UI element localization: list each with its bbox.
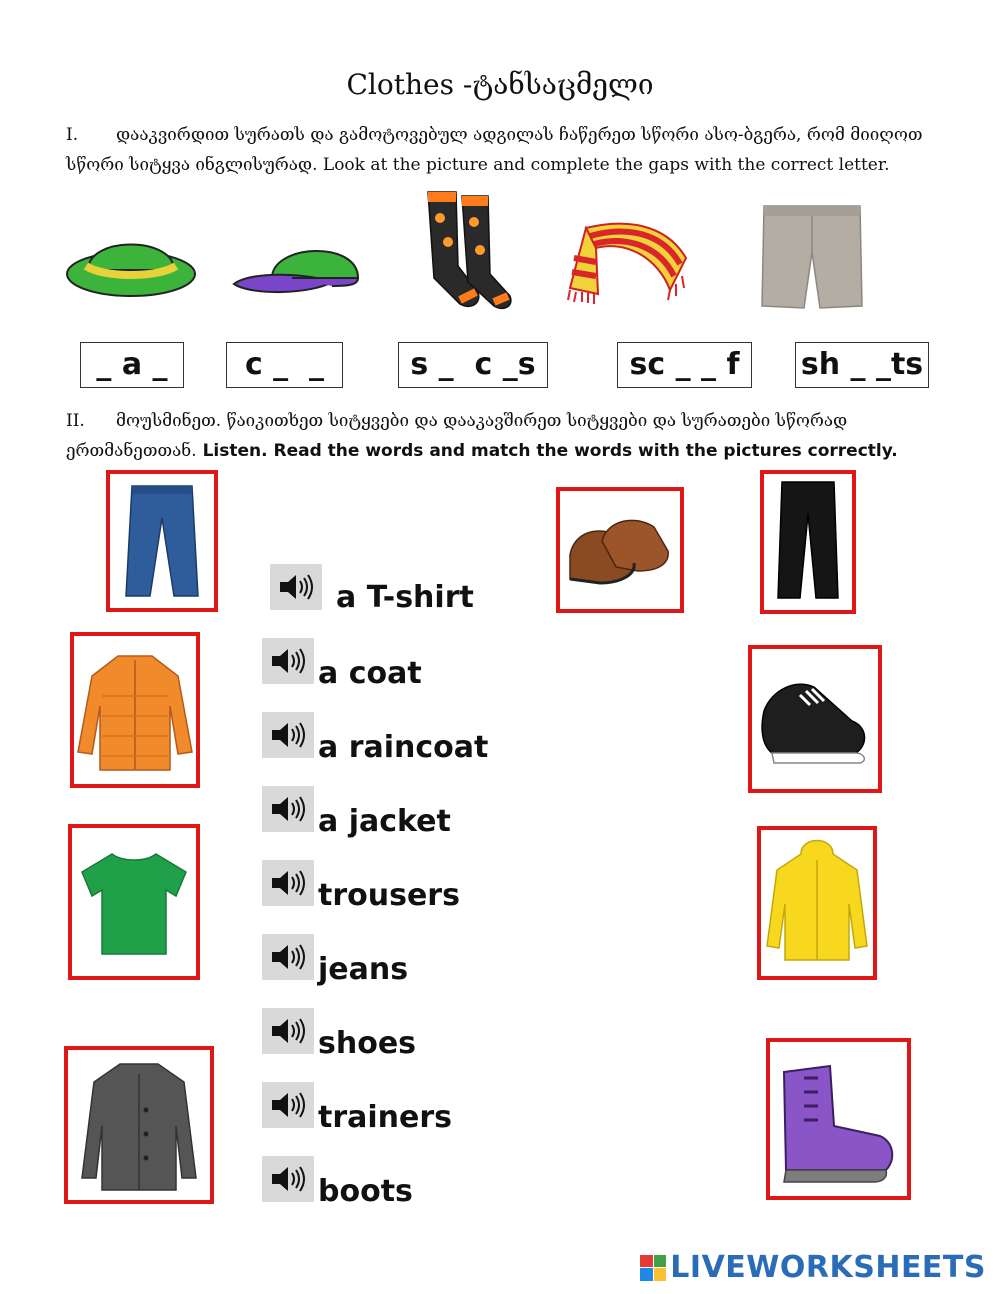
speaker-icon[interactable] [262, 934, 314, 980]
speaker-icon[interactable] [262, 860, 314, 906]
boots-icon [770, 1042, 907, 1196]
gap-word-1[interactable]: _ a _ [80, 342, 184, 388]
picture-raincoat[interactable] [757, 826, 877, 980]
trainers-icon [752, 649, 878, 789]
word-row-tshirt [270, 562, 474, 615]
picture-jacket[interactable] [70, 632, 200, 788]
word-jacket: a jacket [318, 803, 451, 839]
speaker-icon[interactable] [262, 712, 314, 758]
jacket-icon [74, 636, 196, 784]
word-row-coat [262, 636, 422, 691]
logo-mark-icon [640, 1255, 666, 1281]
word-row-shoes [262, 1006, 417, 1061]
section1-text-ka: დააკვირდით სურათს და გამოტოვებულ ადგილას ჩაწერეთ სწორი ასო-ბგერა, რომ მიიღოთ სწორი სიტყვა ინგლისურად. [66, 125, 923, 175]
jeans-icon [110, 474, 214, 608]
liveworksheets-logo [640, 1250, 986, 1285]
gap-word-2[interactable]: c _ _ [226, 342, 343, 388]
hat-icon [64, 226, 200, 306]
section2-text-en: Listen. Read the words and match the words with the pictures correctly. [196, 441, 898, 461]
gap-word-4[interactable]: sc _ _ f [617, 342, 752, 388]
gap-word-3[interactable]: s _ c _s [398, 342, 548, 388]
speaker-icon[interactable] [262, 1156, 314, 1202]
gap-word-5[interactable]: sh _ _ts [795, 342, 929, 388]
picture-tshirt[interactable] [68, 824, 200, 980]
picture-shoes[interactable] [556, 487, 684, 613]
picture-coat[interactable] [64, 1046, 214, 1204]
logo-text: LIVEWORKSHEETS [670, 1250, 986, 1285]
picture-trainers[interactable] [748, 645, 882, 793]
speaker-icon[interactable] [262, 1082, 314, 1128]
shorts-icon [758, 202, 866, 312]
picture-jeans[interactable] [106, 470, 218, 612]
section2-number: II. [66, 411, 85, 431]
page-title: Clothes -ტანსაცმელი [346, 68, 654, 101]
word-boots: boots [318, 1173, 413, 1209]
coat-icon [68, 1050, 210, 1200]
section2-instructions [66, 406, 946, 466]
speaker-icon[interactable] [262, 1008, 314, 1054]
picture-boots[interactable] [766, 1038, 911, 1200]
cap-icon [232, 240, 364, 300]
word-trousers: trousers [318, 877, 460, 913]
section1-text-en: Look at the picture and complete the gaps with the correct letter. [317, 155, 890, 175]
section2-text-ka: მოუსმინეთ. წაიკითხეთ სიტყვები და დააკავშირეთ სიტყვები და სურათები სწორად ერთმანეთთან. [66, 411, 848, 461]
word-row-trousers [262, 858, 460, 913]
word-shoes: shoes [318, 1025, 417, 1061]
socks-icon [418, 188, 518, 312]
trousers-icon [764, 474, 852, 610]
word-raincoat: a raincoat [318, 729, 489, 765]
section1-number: I. [66, 125, 79, 145]
shoes-icon [560, 491, 680, 609]
raincoat-icon [761, 830, 873, 976]
picture-trousers[interactable] [760, 470, 856, 614]
word-row-jacket [262, 784, 451, 839]
word-row-trainers [262, 1080, 453, 1135]
scarf-icon [566, 218, 694, 308]
speaker-icon[interactable] [262, 638, 314, 684]
speaker-icon[interactable] [270, 564, 322, 610]
word-coat: a coat [318, 655, 422, 691]
word-row-boots [262, 1154, 413, 1209]
speaker-icon[interactable] [262, 786, 314, 832]
word-row-jeans [262, 932, 409, 987]
section1-instructions [66, 120, 946, 180]
word-tshirt: a T-shirt [336, 579, 474, 615]
tshirt-icon [72, 828, 196, 976]
word-row-raincoat [262, 710, 489, 765]
word-jeans: jeans [318, 951, 409, 987]
word-trainers: trainers [318, 1099, 453, 1135]
